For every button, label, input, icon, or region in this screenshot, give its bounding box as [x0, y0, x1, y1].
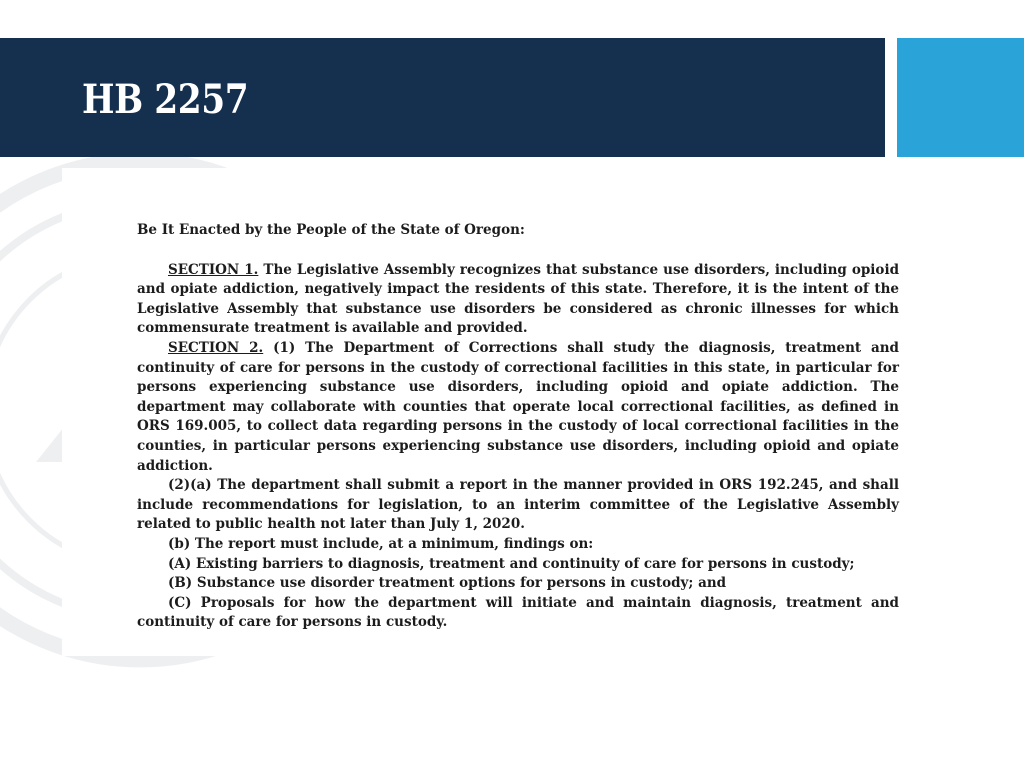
- section-2-subsection-1: (1) The Department of Corrections shall study the diagnosis, treatment and continuity of care for persons in the custody of correctional facilities in this state, in particular for persons experiencing substance use disorders, including opioid and opiate addiction. The department may collaborate with counties that operate local correctional facilities, as defined in ORS 169.005, to collect data regarding persons in the custody of local correctional facilities in the counties, in particular persons experiencing substance use disorders, including opioid and opiate addiction.: [137, 339, 899, 474]
- section-1-heading: SECTION 1.: [168, 261, 259, 278]
- finding-item-b: (B) Substance use disorder treatment options for persons in custody; and: [168, 575, 727, 592]
- bill-text: [137, 221, 899, 633]
- enacting-clause: Be It Enacted by the People of the State of Oregon:: [137, 222, 525, 238]
- header-accent-block: [897, 38, 1024, 157]
- finding-item-c: (C) Proposals for how the department will initiate and maintain diagnosis, treatment and continuity of care for persons in custody.: [137, 594, 899, 631]
- section-2-subsection-2b: (b) The report must include, at a minimum, findings on:: [168, 535, 594, 552]
- finding-item-a: (A) Existing barriers to diagnosis, treatment and continuity of care for persons in custody;: [168, 555, 855, 572]
- slide-title: HB 2257: [82, 76, 249, 123]
- section-2-subsection-2a: (2)(a) The department shall submit a report in the manner provided in ORS 192.245, and shall include recommendations for legislation, to an interim committee of the Legislative Assembly related to public health not later than July 1, 2020.: [137, 477, 899, 533]
- section-1-text: The Legislative Assembly recognizes that substance use disorders, including opioid and opiate addiction, negatively impact the residents of this state. Therefore, it is the intent of the Legislative Assembly that substance use disorders be considered as chronic illnesses for which commensurate treatment is available and provided.: [137, 261, 900, 337]
- section-1-paragraph: [137, 261, 899, 339]
- section-2-paragraph: [137, 339, 899, 476]
- section-2-heading: SECTION 2.: [168, 339, 264, 356]
